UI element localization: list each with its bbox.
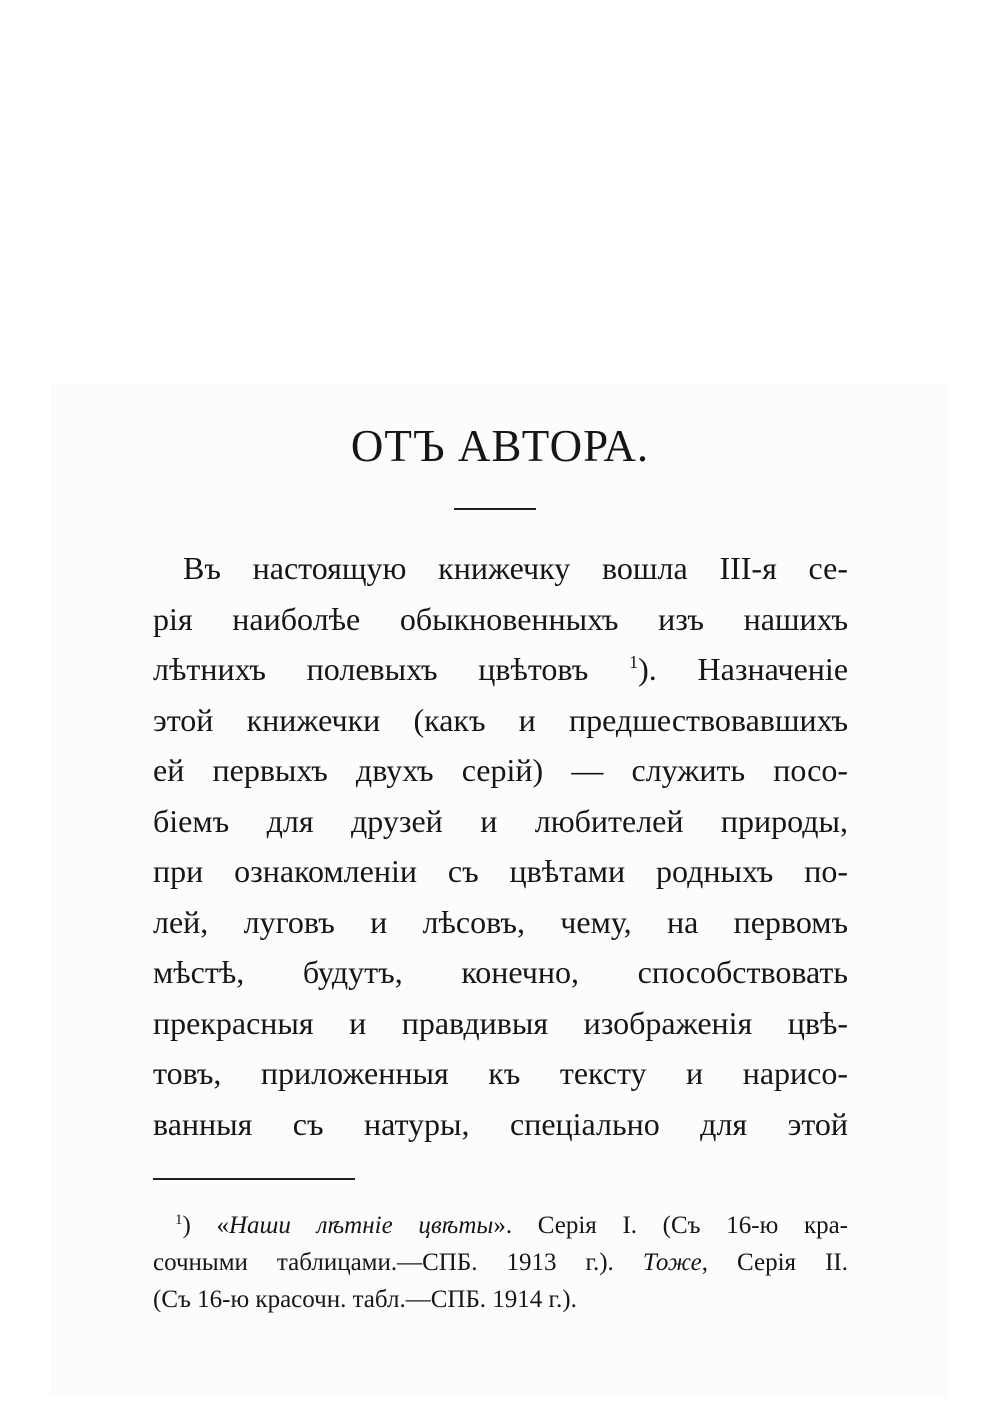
text-fragment: лѣтнихъ полевыхъ цвѣтовъ	[153, 651, 589, 687]
book-title: Наши лѣтніе цвѣты	[229, 1212, 494, 1239]
body-paragraph	[153, 543, 848, 1149]
text-line: мѣстѣ, будутъ, конечно, способствовать	[153, 954, 848, 990]
footnote-line: (Съ 16-ю красочн. табл.—СПБ. 1914 г.).	[153, 1286, 577, 1313]
text-line: при ознакомленіи съ цвѣтами родныхъ по-	[153, 853, 848, 889]
text-fragment: сочными таблицами.—СПБ. 1913 г.).	[153, 1249, 643, 1276]
text-line: этой книжечки (какъ и предшествовавшихъ	[153, 701, 848, 738]
footnote-reference[interactable]: 1	[629, 652, 639, 672]
page-heading: ОТЪ АВТОРА.	[350, 421, 650, 471]
text-fragment: ) «	[182, 1212, 229, 1239]
text-line: рія наиболѣе обыкновенныхъ изъ нашихъ	[153, 600, 848, 637]
text-line: Въ настоящую книжечку вошла III-я се-	[183, 550, 848, 586]
footnote-line	[153, 1207, 848, 1244]
text-fragment: , Серія II.	[701, 1249, 848, 1276]
text-line: товъ, приложенныя къ тексту и нарисо-	[153, 1055, 848, 1091]
footnote	[153, 1207, 848, 1318]
text-line	[153, 644, 848, 695]
text-line: ванныя съ натуры, спеціально для этой	[153, 1105, 848, 1142]
text-fragment: ». Серія I. (Съ 16-ю кра-	[493, 1212, 849, 1239]
text-line: лей, луговъ и лѣсовъ, чему, на первомъ	[153, 903, 848, 940]
italic-word: Тоже	[642, 1249, 702, 1276]
text-fragment: ). Назначеніе	[638, 651, 849, 687]
footnote-marker: 1	[175, 1212, 183, 1228]
footnote-divider	[153, 1178, 355, 1180]
text-line: біемъ для друзей и любителей природы,	[153, 802, 848, 839]
heading-divider	[454, 508, 536, 510]
text-line: прекрасныя и правдивыя изображенія цвѣ-	[153, 1004, 848, 1041]
footnote-line	[153, 1244, 848, 1281]
text-line: ей первыхъ двухъ серій) — служить посо-	[153, 752, 848, 788]
